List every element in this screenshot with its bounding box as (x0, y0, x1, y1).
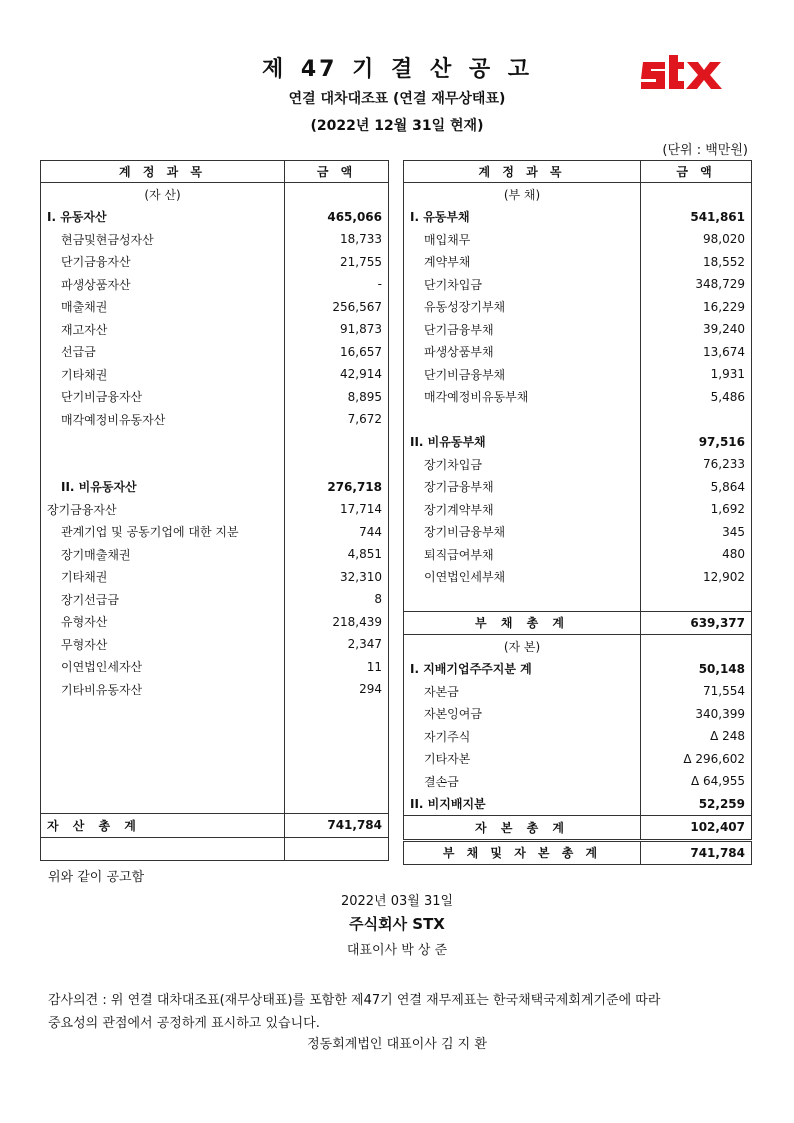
account-amount: Δ 296,602 (641, 748, 752, 771)
account-amount: 98,020 (641, 228, 752, 251)
account-name (41, 791, 285, 814)
account-name: 단기차입금 (404, 273, 641, 296)
account-name: 단기비금융자산 (41, 386, 285, 409)
liabilities-equity-table (403, 160, 752, 865)
table-row (404, 206, 752, 229)
table-row (404, 476, 752, 499)
account-amount: 13,674 (641, 341, 752, 364)
account-amount: Δ 64,955 (641, 770, 752, 793)
account-amount: 5,486 (641, 386, 752, 409)
account-name: 자본잉여금 (404, 703, 641, 726)
account-name: 장기비금융부채 (404, 521, 641, 544)
account-amount: 42,914 (285, 363, 389, 386)
announcement-date: 2022년 03월 31일 (340, 894, 454, 909)
account-amount (285, 768, 389, 791)
account-name: I. 지배기업주주지분 계 (404, 658, 641, 681)
table-row (404, 498, 752, 521)
account-name: 파생상품부채 (404, 341, 641, 364)
account-amount: 639,377 (641, 611, 752, 635)
table-row (41, 633, 389, 656)
account-name: 무형자산 (41, 633, 285, 656)
account-name: 이연법인세자산 (41, 656, 285, 679)
account-amount: 76,233 (641, 453, 752, 476)
account-name: II. 비지배지분 (404, 793, 641, 816)
account-name: (자 본) (404, 635, 641, 658)
table-row (41, 701, 389, 724)
table-row (41, 678, 389, 701)
account-amount: 50,148 (641, 658, 752, 681)
account-amount (285, 791, 389, 814)
account-amount: Δ 248 (641, 725, 752, 748)
account-name: (자 산) (41, 183, 285, 206)
account-amount: 11 (285, 656, 389, 679)
account-name: II. 비유동자산 (41, 476, 285, 499)
account-name (41, 746, 285, 769)
account-name: 매각예정비유동부채 (404, 386, 641, 409)
account-name (404, 588, 641, 611)
account-name: 관계기업 및 공동기업에 대한 지분 (41, 521, 285, 544)
account-amount: 294 (285, 678, 389, 701)
table-row (41, 476, 389, 499)
account-name: 재고자산 (41, 318, 285, 341)
account-name: I. 유동부채 (404, 206, 641, 229)
account-name: 장기선급금 (41, 588, 285, 611)
page-title: 제 47 기 결 산 공 고 (261, 57, 533, 82)
unit-label: (단위 : 백만원) (662, 143, 748, 158)
account-amount: - (285, 273, 389, 296)
account-name: 단기금융부채 (404, 318, 641, 341)
account-name: 자본금 (404, 680, 641, 703)
table-row (404, 793, 752, 816)
account-name: 기타자본 (404, 748, 641, 771)
account-amount: 12,902 (641, 566, 752, 589)
table-row (41, 206, 389, 229)
audit-opinion-line1: 감사의견 : 위 연결 대차대조표(재무상태표)를 포함한 제47기 연결 재무제표는 한국채택국제회계기준에 따라 (48, 993, 661, 1008)
account-amount: 340,399 (641, 703, 752, 726)
account-name: 결손금 (404, 770, 641, 793)
account-amount: 16,229 (641, 296, 752, 319)
auditor-name: 정동회계법인 대표이사 김 지 환 (307, 1037, 487, 1052)
table-row (404, 431, 752, 454)
account-amount (285, 701, 389, 724)
company-name: 주식회사 STX (349, 915, 445, 933)
empty-row (41, 837, 389, 861)
total-amount: 741,784 (641, 840, 752, 865)
account-name: 장기차입금 (404, 453, 641, 476)
table-row (41, 183, 389, 206)
account-amount: 21,755 (285, 251, 389, 274)
table-row (41, 656, 389, 679)
account-amount: 2,347 (285, 633, 389, 656)
table-row (404, 635, 752, 658)
account-amount: 97,516 (641, 431, 752, 454)
account-name (404, 408, 641, 431)
account-name: 파생상품자산 (41, 273, 285, 296)
table-row (404, 408, 752, 431)
table-row (404, 273, 752, 296)
account-name: 장기금융자산 (41, 498, 285, 521)
account-amount: 17,714 (285, 498, 389, 521)
total-label: 부 채 및 자 본 총 계 (404, 840, 641, 865)
account-name: 퇴직급여부채 (404, 543, 641, 566)
account-amount: 32,310 (285, 566, 389, 589)
account-amount: 4,851 (285, 543, 389, 566)
table-row (41, 363, 389, 386)
amount-header: 금 액 (641, 161, 752, 183)
total-label: 자 본 총 계 (404, 816, 641, 841)
account-amount: 480 (641, 543, 752, 566)
table-row (41, 318, 389, 341)
account-amount: 18,552 (641, 251, 752, 274)
audit-opinion-line2: 중요성의 관점에서 공정하게 표시하고 있습니다. (48, 1016, 320, 1031)
account-name: 기타채권 (41, 363, 285, 386)
amount-header: 금 액 (285, 161, 389, 183)
account-name: 장기매출채권 (41, 543, 285, 566)
table-row (404, 680, 752, 703)
table-row (404, 386, 752, 409)
account-amount: 8,895 (285, 386, 389, 409)
table-row (41, 768, 389, 791)
table-row (41, 431, 389, 454)
table-row (404, 770, 752, 793)
account-amount: 18,733 (285, 228, 389, 251)
account-amount: 16,657 (285, 341, 389, 364)
ceo-name: 대표이사 박 상 준 (346, 943, 448, 958)
account-name: 현금및현금성자산 (41, 228, 285, 251)
account-name: 기타채권 (41, 566, 285, 589)
account-name: II. 비유동부채 (404, 431, 641, 454)
account-name: 유동성장기부채 (404, 296, 641, 319)
account-amount: 1,931 (641, 363, 752, 386)
account-amount: 218,439 (285, 611, 389, 634)
table-row (41, 566, 389, 589)
table-row (41, 723, 389, 746)
account-amount (641, 408, 752, 431)
account-name: (부 채) (404, 183, 641, 206)
account-amount: 52,259 (641, 793, 752, 816)
table-row (41, 386, 389, 409)
account-name: 단기금융자산 (41, 251, 285, 274)
table-row (404, 251, 752, 274)
table-row (404, 725, 752, 748)
total-amount: 741,784 (285, 814, 389, 838)
account-name (41, 723, 285, 746)
empty-cell (285, 837, 389, 861)
account-amount: 91,873 (285, 318, 389, 341)
account-amount: 71,554 (641, 680, 752, 703)
table-row (404, 521, 752, 544)
table-row (41, 228, 389, 251)
account-name: 단기비금융부채 (404, 363, 641, 386)
account-amount: 8 (285, 588, 389, 611)
page-subtitle: 연결 대차대조표 (연결 재무상태표) (288, 91, 506, 107)
account-amount (641, 635, 752, 658)
account-name: 부 채 총 계 (404, 611, 641, 635)
account-amount (285, 431, 389, 454)
account-amount: 1,692 (641, 498, 752, 521)
account-amount: 256,567 (285, 296, 389, 319)
account-name: I. 유동자산 (41, 206, 285, 229)
report-date: (2022년 12월 31일 현재) (310, 118, 484, 134)
table-row (404, 566, 752, 589)
table-row (404, 611, 752, 635)
account-name (41, 768, 285, 791)
account-amount: 276,718 (285, 476, 389, 499)
table-row (41, 498, 389, 521)
account-amount: 348,729 (641, 273, 752, 296)
account-name: 계약부채 (404, 251, 641, 274)
empty-cell (41, 837, 285, 861)
account-amount (641, 183, 752, 206)
table-row (41, 791, 389, 814)
table-row (41, 521, 389, 544)
table-row (404, 748, 752, 771)
table-row (404, 183, 752, 206)
equity-total-row (404, 816, 752, 841)
table-row (41, 453, 389, 476)
account-amount (285, 746, 389, 769)
table-row (404, 318, 752, 341)
table-row (41, 611, 389, 634)
account-name: 선급금 (41, 341, 285, 364)
table-row (41, 273, 389, 296)
table-row (41, 296, 389, 319)
total-label: 자 산 총 계 (41, 814, 285, 838)
account-name (41, 431, 285, 454)
table-row (404, 703, 752, 726)
account-name: 기타비유동자산 (41, 678, 285, 701)
table-row (404, 296, 752, 319)
account-amount: 5,864 (641, 476, 752, 499)
account-name: 자기주식 (404, 725, 641, 748)
assets-table (40, 160, 389, 861)
assets-total-row (41, 814, 389, 838)
account-amount: 744 (285, 521, 389, 544)
account-name: 유형자산 (41, 611, 285, 634)
table-row (404, 363, 752, 386)
account-header: 계 정 과 목 (41, 161, 285, 183)
table-row (404, 453, 752, 476)
account-name: 매각예정비유동자산 (41, 408, 285, 431)
account-name: 매출채권 (41, 296, 285, 319)
grand-total-row (404, 840, 752, 865)
account-name (41, 453, 285, 476)
account-amount (285, 183, 389, 206)
account-amount (641, 588, 752, 611)
table-row (404, 341, 752, 364)
stx-logo (641, 52, 747, 94)
account-name: 매입채무 (404, 228, 641, 251)
table-row (41, 341, 389, 364)
table-row (41, 588, 389, 611)
table-row (41, 251, 389, 274)
total-amount: 102,407 (641, 816, 752, 841)
table-row (404, 588, 752, 611)
account-amount: 39,240 (641, 318, 752, 341)
account-amount (285, 453, 389, 476)
account-amount: 345 (641, 521, 752, 544)
table-row (404, 543, 752, 566)
account-name: 장기금융부채 (404, 476, 641, 499)
table-row (404, 658, 752, 681)
account-amount: 7,672 (285, 408, 389, 431)
table-row (41, 408, 389, 431)
table-row (41, 543, 389, 566)
table-row (41, 746, 389, 769)
announcement-note: 위와 같이 공고함 (48, 870, 145, 885)
account-amount: 541,861 (641, 206, 752, 229)
account-amount: 465,066 (285, 206, 389, 229)
account-amount (285, 723, 389, 746)
account-name (41, 701, 285, 724)
account-header: 계 정 과 목 (404, 161, 641, 183)
account-name: 이연법인세부채 (404, 566, 641, 589)
table-row (404, 228, 752, 251)
account-name: 장기계약부채 (404, 498, 641, 521)
